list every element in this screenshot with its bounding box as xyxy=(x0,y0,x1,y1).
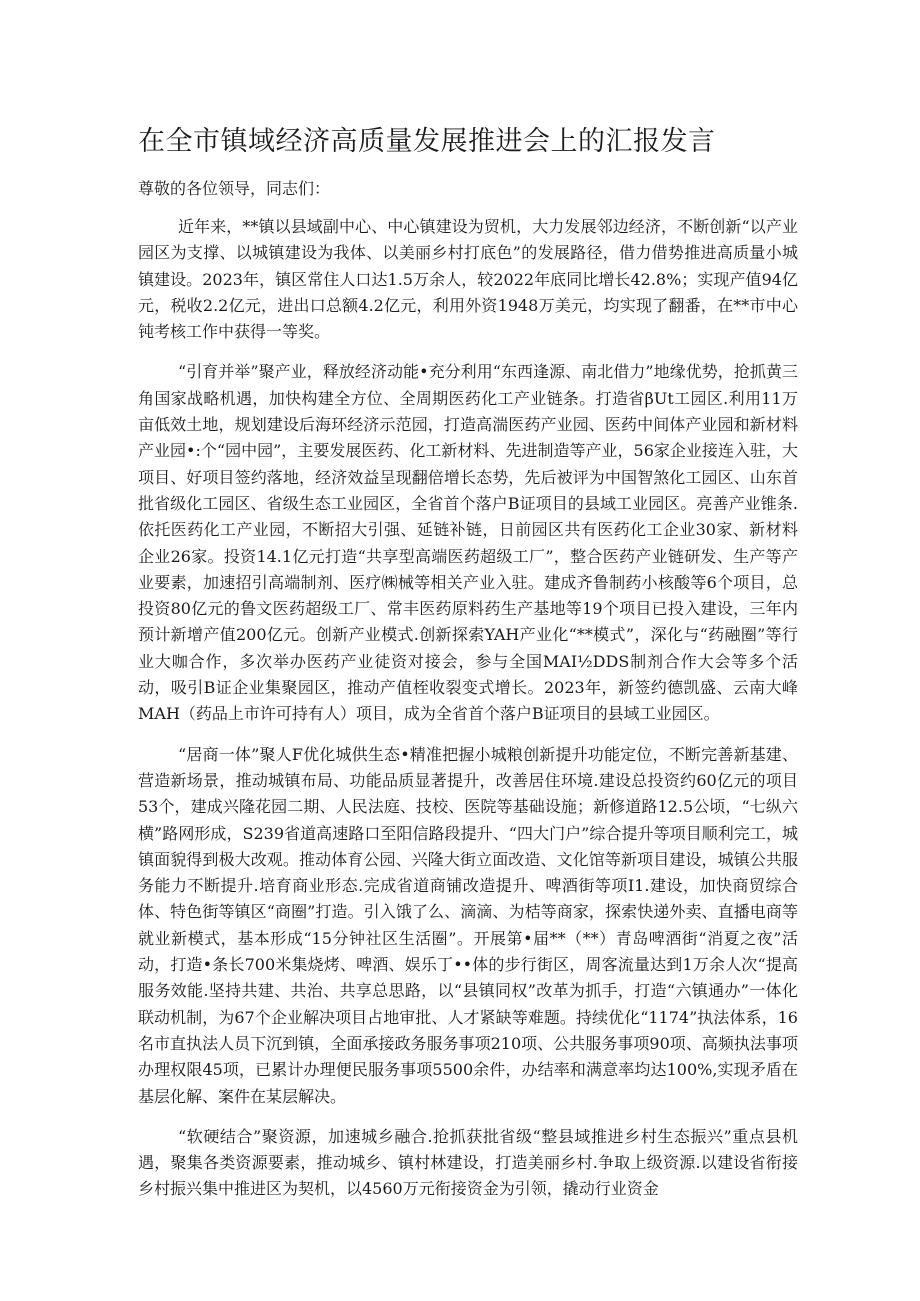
body-paragraph-2: “引育并举”聚产业，释放经济动能•充分利用“东西逢源、南北借力”地缘优势，抢抓黄三角国家战略机遇，加快构建全方位、全周期医药化工产业链条。打造省βUt工园区.利用11万亩低效土地，规划建设后海环经济示范园，打造高湍医药产业园、医药中间体产业园和新材料产业园•:个“园中园”，主要发展医药、化工新材料、先进制造等产业，56家企业接连入驻，大项目、好项目签约落地，经济效益呈现翻倍增长态势，先后被评为中国智煞化工园区、山东首批省级化工园区、省级生态工业园区，全省首个落户B证项目的县域工业园区。亮善产业锥条.依托医药化工产业园，不断招大引强、延链补链，日前园区共有医药化工企业30家、新材料企业26家。投资14.1亿元打造“共享型高端医药超级工厂”，整合医药产业链研发、生产等产业要素，加速招引高端制剂、医疗㈱械等相关产业入驻。建成齐鲁制药小核酸等6个项目，总投资80亿元的鲁文医药超级工厂、常丰医药原料药生产基地等19个项目已投入建设，三年内预计新增产值200亿元。创新产业模式.创新探索YAH产业化“**模式”，深化与“药融圈”等行业大咖合作，多次举办医药产业徒资对接会，参与全国MAI½DDS制剂合作大会等多个活动，吸引B证企业集聚园区，推动产值桎收裂变式增长。2023年，新签约德凯盛、云南大峰MAH（药品上市许可持有人）项目，成为全省首个落户B证项目的县域工业园区。 xyxy=(138,362,798,724)
body-paragraph-4: “软硬结合”聚资源，加速城乡融合.抢抓获批省级“整县域推进乡村生态振兴”重点县机遇，聚集各类资源要素，推动城乡、镇村林建设，打造美丽乡村.争取上级资源.以建设省衔接乡村振兴集中推进区为契机，以4560万元衔接资金为引领，撬动行业资金 xyxy=(138,1126,798,1199)
body-paragraph-1: 近年来，**镇以县域副中心、中心镇建设为贸机，大力发展邻边经济，不断创新“以产业园区为支撑、以城镇建设为我体、以美丽乡村打底色”的发展路径，借力借势推进高质量小城镇建设。2023年，镇区常住人口达1.5万余人，较2022年底同比增长42.8%；实现产值94亿元，税收2.2亿元，进出口总额4.2亿元，利用外资1948万美元，均实现了翻番，在**市中心钝考核工作中获得一等奖。 xyxy=(138,217,798,342)
body-paragraph-3: “居商一体”聚人F优化城供生态•精准把握小城粮创新提升功能定位，不断完善新基建、营造新场景，推动城镇布局、功能品质显著提升，改善居住环境.建设总投资约60亿元的项目53个，建成兴隆花园二期、人民法庭、技校、医院等基础设施；新修道路12.5公顷，“七纵六横”路网形成，S239省道高速路口至阳信路段提升、“四大门户”综合提升等项目顺利完工，城镇面貌得到极大改观。推动体育公园、兴隆大街立面改造、文化馆等新项目建设，城镇公共服务能力不断提升.培育商业形态.完成省道商铺改造提升、啤酒街等项I1.建设，加快商贸综合体、特色街等镇区“商圈”打造。引入饿了么、滴滴、为桔等商家，探索快递外卖、直播电商等就业新模式，基本形成“15分钟社区生活圈”。开展第•届**（**）青岛啤酒街“消夏之夜”活动，打造•条长700米集烧烤、啤酒、娱乐丁••体的步行街区，周客流量达到1万余人次“提高服务效能.坚持共建、共治、共享总思路，以“县镇同权”改革为抓手，打造“六镇通办”一体化联动机制，为67个企业解决项目占地审批、人才紧缺等难题。持续优化“1174”执法体系，16名市直执法人员下沉到镇，全面承接政务服务事项210项、公共服务事项90项、高频执法事项办理权限45项，已累计办理便民服务事项5500余件，办结率和满意率均达100%,实现矛盾在基层化解、案件在某层解决。 xyxy=(138,744,798,1106)
document-page xyxy=(138,122,798,1217)
salutation: 尊敬的各位领导，同志们： xyxy=(138,179,331,198)
document-title: 在全市镇域经济高质量发展推进会上的汇报发言 xyxy=(138,126,716,157)
